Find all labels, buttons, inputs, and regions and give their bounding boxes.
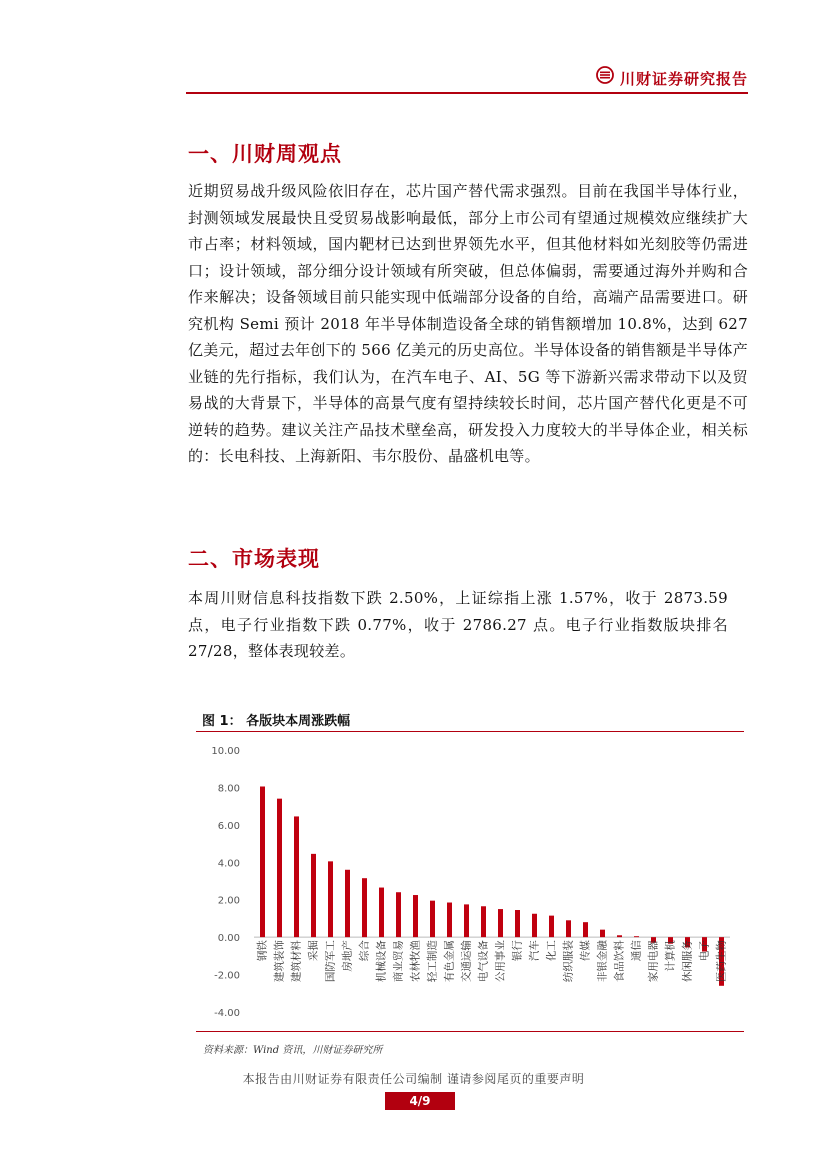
category-label: 综合 bbox=[358, 940, 371, 962]
section2-paragraph: 本周川财信息科技指数下跌 2.50%，上证综指上涨 1.57%，收于 2873.59 点，电子行业指数下跌 0.77%，收于 2786.27 点。电子行业指数版块排名 27/28，整体表现较差。 bbox=[188, 589, 728, 660]
category-label: 休闲服务 bbox=[681, 940, 694, 983]
category-label: 国防军工 bbox=[324, 940, 337, 983]
bar-钢铁 bbox=[260, 786, 265, 937]
category-label: 公用事业 bbox=[494, 940, 507, 983]
bar-商业贸易 bbox=[396, 892, 401, 937]
category-label: 农林牧渔 bbox=[409, 940, 422, 983]
bar-汽车 bbox=[532, 914, 537, 937]
y-tick-label: 2.00 bbox=[217, 895, 240, 907]
category-label: 医药生物 bbox=[715, 940, 728, 983]
y-tick-label: 0.00 bbox=[217, 933, 240, 945]
y-tick-label: -4.00 bbox=[214, 1008, 240, 1019]
bar-有色金属 bbox=[447, 903, 452, 938]
bar-传媒 bbox=[583, 922, 588, 937]
figure-title: 图 1： 各版块本周涨跌幅 bbox=[202, 714, 351, 729]
category-label: 电气设备 bbox=[477, 940, 490, 983]
bar-交通运输 bbox=[464, 904, 469, 937]
y-tick-label: 4.00 bbox=[217, 858, 240, 870]
company-logo-icon bbox=[596, 66, 614, 84]
category-label: 机械设备 bbox=[375, 940, 388, 983]
y-tick-label: 10.00 bbox=[211, 746, 240, 757]
category-label: 交通运输 bbox=[460, 940, 473, 983]
bar-通信 bbox=[634, 936, 639, 937]
bar-房地产 bbox=[345, 870, 350, 937]
category-label: 汽车 bbox=[528, 940, 541, 962]
category-label: 建筑装饰 bbox=[273, 940, 286, 983]
category-label: 轻工制造 bbox=[426, 940, 439, 983]
figure-source: 资料来源：Wind 资讯，川财证券研究所 bbox=[203, 1045, 383, 1056]
section1-paragraph: 近期贸易战升级风险依旧存在，芯片国产替代需求强烈。目前在我国半导体行业，封测领域发展最快且受贸易战影响最低，部分上市公司有望通过规模效应继续扩大市占率；材料领域，国内靶材已达到世界领先水平，但其他材料如光刻胶等仍需进口；设计领域，部分细分设计领域有所突破，但总体偏弱，需要通过海外并购和合作来解决；设备领域目前只能实现中低端部分设备的自给，高端产品需要进口。研究机构 Semi 预计 2018 年半导体制造设备全球的销售额增加 10.8%，达到 627 亿美元，超过去年创下的 566 亿美元的历史高位。半导体设备的销售额是半导体产业链的先行指标，我们认为，在汽车电子、AI、5G 等下游新兴需求带动下以及贸易战的大背景下，半导体的高景气度有望持续较长时间，芯片国产替代化更是不可逆转的趋势。建议关注产品技术壁垒高，研发投入力度较大的半导体企业，相关标的：长电科技、上海新阳、韦尔股份、晶盛机电等。 bbox=[188, 182, 748, 465]
y-tick-label: -2.00 bbox=[214, 970, 240, 982]
bar-轻工制造 bbox=[430, 901, 435, 937]
category-label: 化工 bbox=[545, 940, 558, 962]
bar-机械设备 bbox=[379, 888, 384, 938]
bar-化工 bbox=[549, 916, 554, 938]
category-label: 建筑材料 bbox=[290, 940, 303, 983]
bar-纺织服装 bbox=[566, 920, 571, 937]
bar-建筑材料 bbox=[294, 816, 299, 937]
category-label: 家用电器 bbox=[647, 940, 660, 983]
page-header bbox=[186, 62, 748, 94]
y-tick-label: 8.00 bbox=[217, 783, 240, 795]
figure-title-bar bbox=[196, 707, 744, 732]
category-label: 电子 bbox=[698, 940, 711, 962]
footer-disclaimer: 本报告由川财证券有限责任公司编制 谨请参阅尾页的重要声明 bbox=[242, 1072, 585, 1086]
category-label: 房地产 bbox=[341, 940, 354, 972]
category-label: 非银金融 bbox=[596, 940, 609, 983]
bar-非银金融 bbox=[600, 930, 605, 937]
category-label: 纺织服装 bbox=[562, 940, 575, 983]
bar-银行 bbox=[515, 910, 520, 937]
bar-农林牧渔 bbox=[413, 895, 418, 937]
category-label: 计算机 bbox=[664, 940, 677, 972]
category-label: 商业贸易 bbox=[392, 940, 405, 983]
bar-综合 bbox=[362, 878, 367, 937]
bar-食品饮料 bbox=[617, 935, 622, 937]
category-label: 有色金属 bbox=[443, 940, 456, 983]
category-label: 传媒 bbox=[579, 940, 592, 962]
section1-heading: 一、川财周观点 bbox=[188, 142, 342, 166]
category-label: 采掘 bbox=[307, 940, 320, 962]
page-number: 4/9 bbox=[385, 1092, 455, 1110]
category-label: 钢铁 bbox=[256, 940, 269, 962]
bar-采掘 bbox=[311, 854, 316, 937]
category-label: 通信 bbox=[630, 940, 643, 962]
bar-公用事业 bbox=[498, 909, 503, 937]
figure-bottom-rule bbox=[196, 1031, 744, 1032]
bar-国防军工 bbox=[328, 861, 333, 937]
section2-heading: 二、市场表现 bbox=[188, 547, 320, 571]
header-title: 川财证券研究报告 bbox=[619, 70, 748, 88]
category-label: 银行 bbox=[511, 940, 524, 962]
bar-建筑装饰 bbox=[277, 799, 282, 937]
bar-电气设备 bbox=[481, 906, 486, 937]
category-label: 食品饮料 bbox=[613, 940, 626, 983]
bar-chart bbox=[196, 735, 744, 1029]
y-tick-label: 6.00 bbox=[217, 820, 240, 832]
